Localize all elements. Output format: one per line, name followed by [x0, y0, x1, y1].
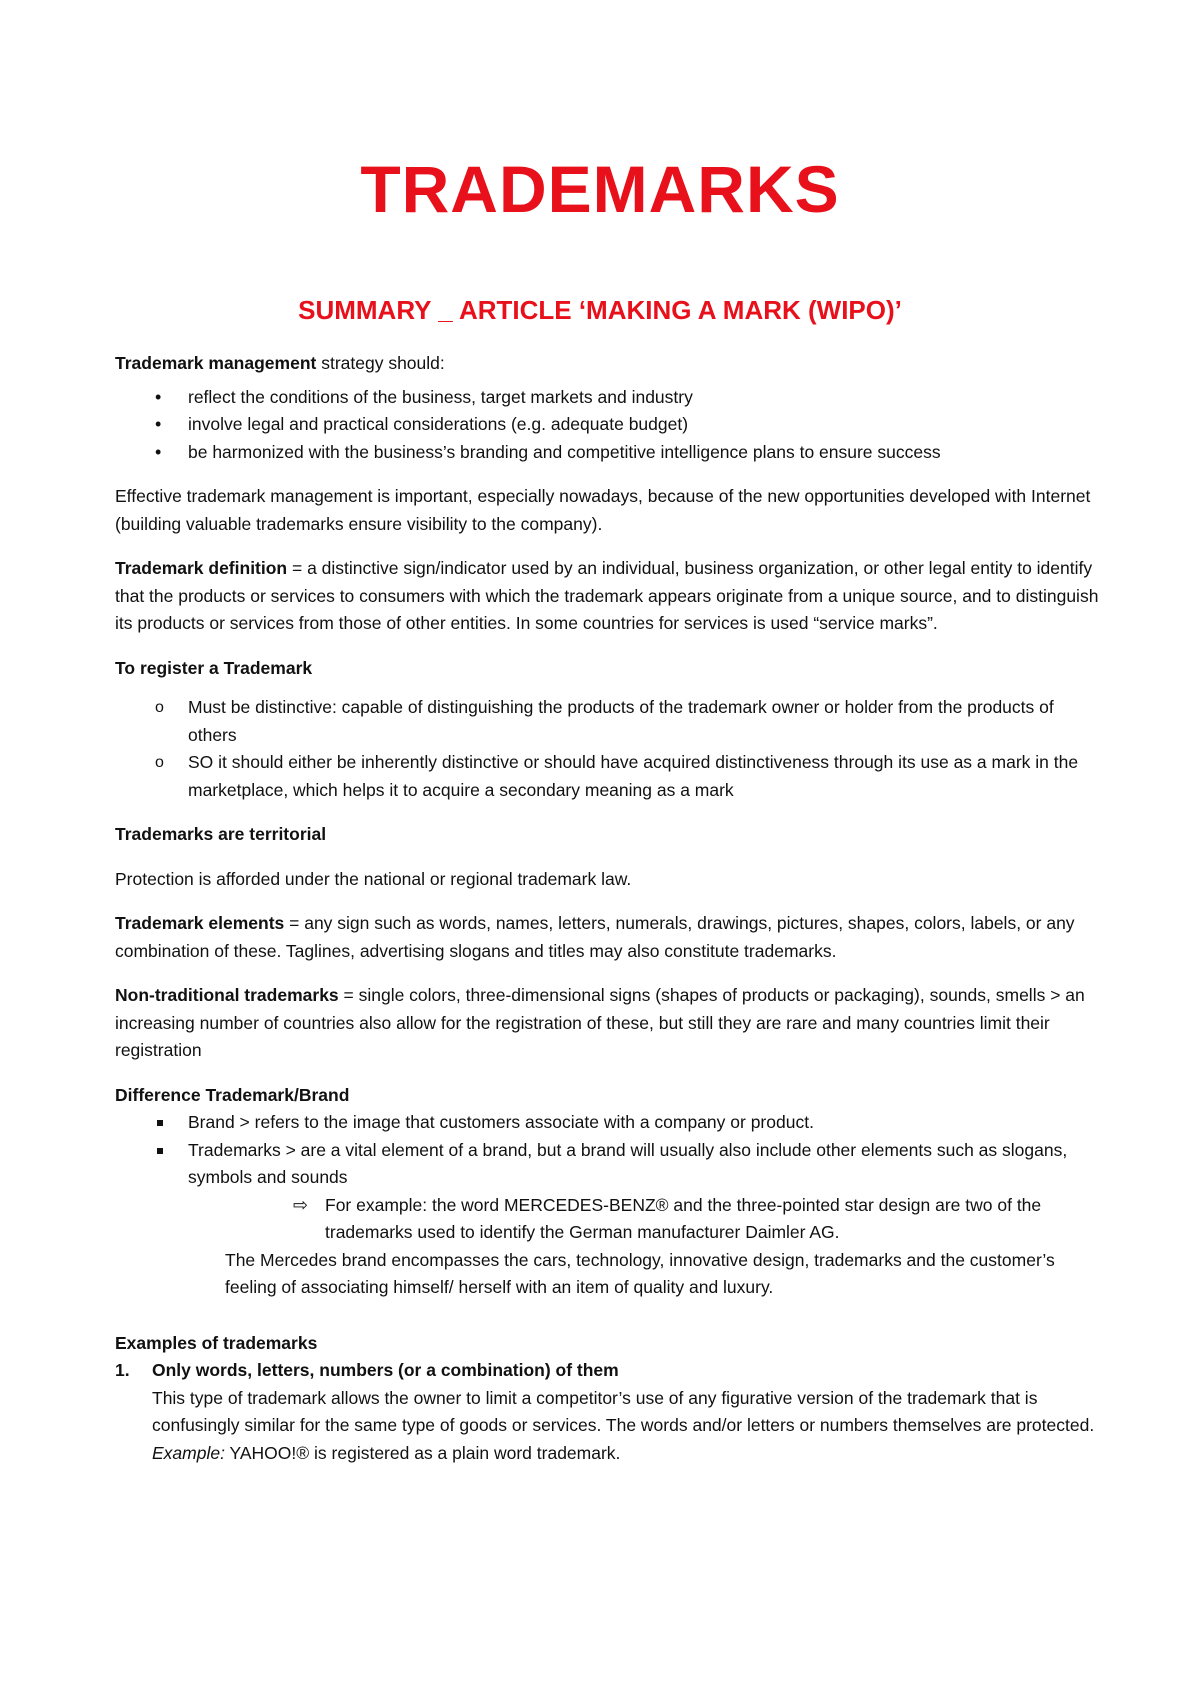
list-item-text: involve legal and practical considerations (e.g. adequate budget) [188, 414, 689, 434]
list-item-text: Brand > refers to the image that customers associate with a company or product. [188, 1112, 814, 1132]
register-heading [115, 655, 1100, 683]
non-traditional-paragraph [115, 982, 1100, 1065]
elements-bold: Trademark elements [115, 913, 285, 933]
difference-list [115, 1109, 1100, 1192]
definition-bold: Trademark definition [115, 558, 288, 578]
document-title: TRADEMARKS [360, 152, 840, 226]
document-body [115, 350, 1100, 1467]
square-bullet-icon [157, 1148, 163, 1154]
arrow-right-icon: ⇨ [293, 1194, 309, 1215]
elements-rest: = any sign such as words, names, letters, numerals, drawings, pictures, shapes, colors, labels, or any combination of these. Taglines, advertising slogans and titles may also constitute trademarks. [115, 913, 1075, 961]
example-item-title [152, 1357, 1100, 1385]
list-item [115, 439, 1100, 467]
examples-heading-text: Examples of trademarks [115, 1332, 318, 1353]
list-item [115, 749, 1100, 804]
list-item-text: be harmonized with the business’s branding and competitive intelligence plans to ensure success [188, 441, 941, 462]
list-item [115, 411, 1100, 439]
bullet-icon: • [155, 386, 162, 407]
example-label: Example: [152, 1442, 225, 1463]
example-value: YAHOO!® is registered as a plain word trademark. [224, 1442, 621, 1463]
intro-rest: strategy should: [316, 353, 445, 373]
example-item-title-text: Only words, letters, numbers (or a combination) of them [152, 1360, 619, 1380]
example-item-1 [115, 1357, 1100, 1467]
strategy-list [115, 384, 1100, 467]
list-item-text: SO it should either be inherently distinctive or should have acquired distinctiveness through its use as a mark in the marketplace, which helps it to acquire a secondary meaning as a mark [188, 752, 1079, 800]
item-number: 1. [115, 1360, 130, 1380]
non-traditional-bold: Non-traditional trademarks [115, 985, 339, 1005]
list-item [115, 694, 1100, 749]
example-item-text: This type of trademark allows the owner to limit a competitor’s use of any figurative version of the trademark that is confusingly similar for the same type of goods or services. The words and/or letters or numbers themselves are protected. [152, 1387, 1095, 1435]
list-item-text: reflect the conditions of the business, target markets and industry [188, 386, 693, 407]
square-bullet-icon [157, 1120, 163, 1126]
list-item [115, 1109, 1100, 1137]
non-traditional-rest: = single colors, three-dimensional signs (shapes of products or packaging), sounds, smells > an increasing number of countries also allow for the registration of these, but still they are rare and many countries limit their registration [115, 985, 1085, 1060]
territorial-text: Protection is afforded under the national or regional trademark law. [115, 868, 632, 889]
example-text: For example: the word MERCEDES-BENZ® and the three-pointed star design are two of the trademarks used to identify the German manufacturer Daimler AG. [325, 1194, 1042, 1242]
elements-paragraph [115, 910, 1100, 965]
document-subtitle: SUMMARY _ ARTICLE ‘MAKING A MARK (WIPO)’ [298, 295, 902, 325]
difference-heading [115, 1082, 1100, 1110]
territorial-heading-text: Trademarks are territorial [115, 824, 327, 844]
list-item [115, 1137, 1100, 1192]
definition-paragraph [115, 555, 1100, 638]
bullet-icon: • [155, 441, 162, 462]
list-item-text: Must be distinctive: capable of distinguishing the products of the trademark owner or holder from the products of others [188, 697, 1054, 745]
register-heading-text: To register a Trademark [115, 657, 313, 678]
mercedes-paragraph: The Mercedes brand encompasses the cars, technology, innovative design, trademarks and the customer’s feeling of associating himself/ herself with an item of quality and luxury. [225, 1249, 1055, 1297]
intro-paragraph [115, 350, 1100, 378]
circle-bullet-icon: o [155, 699, 164, 716]
example-item-example [152, 1440, 1100, 1468]
bullet-icon: • [155, 414, 162, 434]
territorial-heading [115, 821, 1100, 849]
example-arrow-item [115, 1192, 1100, 1247]
list-item [115, 384, 1100, 412]
circle-bullet-icon: o [155, 754, 164, 771]
examples-heading [115, 1330, 1100, 1358]
list-item-text: Trademarks > are a vital element of a brand, but a brand will usually also include other elements such as slogans, symbols and sounds [188, 1139, 1068, 1187]
effective-paragraph: Effective trademark management is important, especially nowadays, because of the new opportunities developed with Internet (building valuable trademarks ensure visibility to the company). [115, 486, 1091, 534]
register-list [115, 694, 1100, 804]
intro-bold: Trademark management [115, 353, 317, 373]
definition-rest: = a distinctive sign/indicator used by an individual, business organization, or other legal entity to identify that the products or services to consumers with which the trademark appears originate from a unique source, and to distinguish its products or services from those of other entities. In some countries for services is used “service marks”. [115, 558, 1099, 633]
difference-heading-text: Difference Trademark/Brand [115, 1084, 350, 1105]
